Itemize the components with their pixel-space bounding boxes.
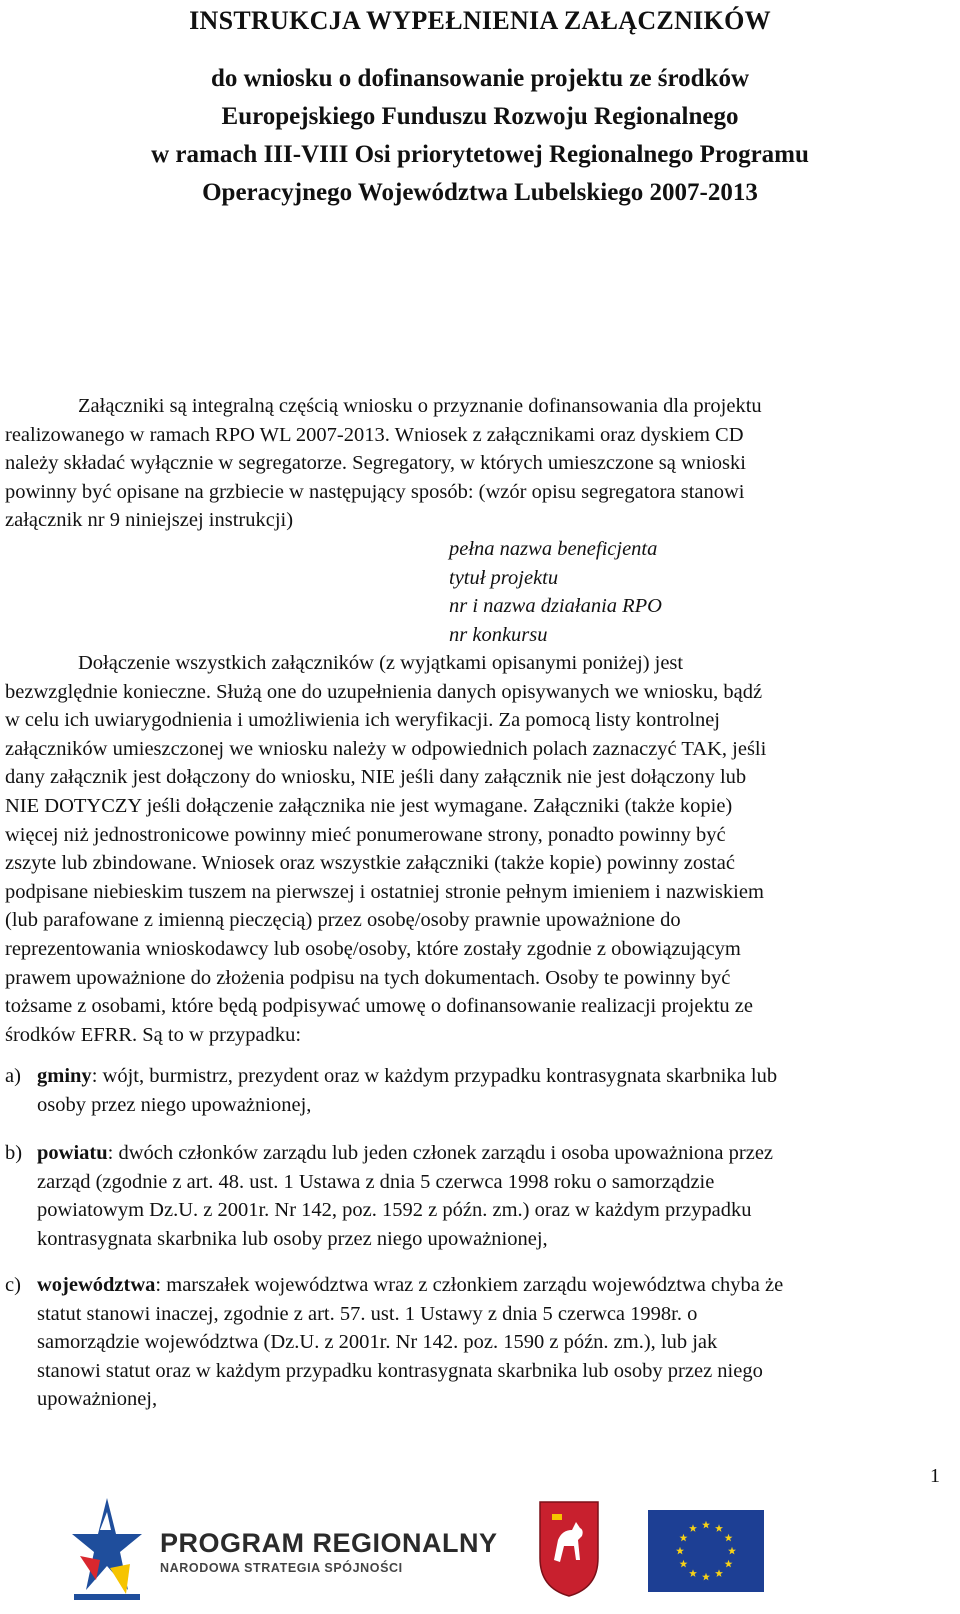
main-line: reprezentowania wnioskodawcy lub osobę/osoby, które zostały zgodnie z obowiązującym [5, 937, 741, 960]
case-term: gminy [37, 1065, 92, 1087]
case-text: stanowi statut oraz w każdym przypadku kontrasygnata skarbnika lub osoby przez niego [37, 1359, 763, 1382]
program-tagline: NARODOWA STRATEGIA SPÓJNOŚCI [160, 1561, 403, 1575]
binder-label-list [449, 535, 662, 649]
lubelskie-crest-icon [538, 1500, 600, 1598]
case-text: kontrasygnata skarbnika lub osoby przez niego upoważnionej, [37, 1227, 548, 1250]
case-text: : marszałek województwa wraz z członkiem zarządu województwa chyba że [155, 1274, 784, 1296]
case-marker: c) [5, 1274, 21, 1296]
intro-line: powinny być opisane na grzbiecie w następujący sposób: (wzór opisu segregatora stanowi [5, 480, 745, 503]
main-line: (lub parafowane z imienną pieczęcią) przez osobę/osoby prawnie upoważnione do [5, 909, 681, 932]
case-marker: a) [5, 1065, 21, 1087]
document-title: INSTRUKCJA WYPEŁNIENIA ZAŁĄCZNIKÓW [189, 6, 771, 35]
main-line: tożsame z osobami, które będą podpisywać umowę o dofinansowanie realizacji projektu ze [5, 995, 753, 1018]
main-line: zszyte lub zbindowane. Wniosek oraz wszystkie załączniki (także kopie) powinny zostać [5, 852, 735, 875]
main-line: dany załącznik jest dołączony do wniosku, NIE jeśli dany załącznik nie jest dołączony lub [5, 766, 747, 789]
main-line: podpisane niebieskim tuszem na pierwszej i ostatniej stronie pełnym imieniem i nazwiskiem [5, 880, 764, 903]
binder-label-item: nr i nazwa działania RPO [449, 595, 662, 618]
case-text: samorządzie województwa (Dz.U. z 2001r. Nr 142. poz. 1590 z późn. zm.), lub jak [37, 1331, 718, 1354]
subtitle-line-4: Operacyjnego Województwa Lubelskiego 2007-2013 [202, 179, 758, 206]
subtitle-line-3: w ramach III-VIII Osi priorytetowej Regionalnego Programu [151, 141, 809, 168]
main-line: NIE DOTYCZY jeśli dołączenie załącznika nie jest wymagane. Załączniki (także kopie) [5, 794, 733, 817]
case-text: powiatowym Dz.U. z 2001r. Nr 142, poz. 1592 z późn. zm.) oraz w każdym przypadku [37, 1199, 752, 1222]
footer-logos [0, 1490, 960, 1614]
intro-line: załącznik nr 9 niniejszej instrukcji) [5, 509, 294, 532]
main-line: w celu ich uwiarygodnienia i umożliwienia ich weryfikacji. Za pomocą listy kontrolnej [5, 709, 721, 732]
intro-line: realizowanego w ramach RPO WL 2007-2013. Wniosek z załącznikami oraz dyskiem CD [5, 423, 744, 446]
page-number: 1 [930, 1465, 940, 1487]
main-line: bezwzględnie konieczne. Służą one do uzupełnienia danych opisywanych we wniosku, bądź [5, 680, 763, 703]
intro-line: Załączniki są integralną częścią wniosku o przyznanie dofinansowania dla projektu [78, 395, 762, 417]
main-line: środków EFRR. Są to w przypadku: [5, 1023, 302, 1046]
subtitle-line-2: Europejskiego Funduszu Rozwoju Regionalnego [221, 103, 739, 130]
nss-star-logo-icon [70, 1494, 144, 1606]
case-text: : dwóch członków zarządu lub jeden członek zarządu i osoba upoważniona przez [107, 1142, 774, 1164]
binder-label-item: nr konkursu [449, 623, 548, 646]
binder-label-item: pełna nazwa beneficjenta [449, 538, 658, 560]
case-item-gminy [5, 1062, 945, 1119]
case-term: powiatu [37, 1142, 108, 1164]
case-text: statut stanowi inaczej, zgodnie z art. 57. ust. 1 Ustawy z dnia 5 czerwca 1998r. o [37, 1302, 698, 1325]
main-line: załączników umieszczonej we wniosku należy w odpowiednich polach zaznaczyć TAK, jeśli [5, 737, 767, 760]
main-line: Dołączenie wszystkich załączników (z wyjątkami opisanymi poniżej) jest [78, 652, 684, 674]
case-marker: b) [5, 1142, 23, 1164]
case-text: : wójt, burmistrz, prezydent oraz w każdym przypadku kontrasygnata skarbnika lub [91, 1065, 778, 1087]
binder-label-item: tytuł projektu [449, 566, 559, 589]
main-paragraph [5, 649, 945, 1049]
case-term: województwa [37, 1274, 156, 1296]
case-item-powiatu [5, 1139, 945, 1253]
case-item-wojewodztwa [5, 1271, 945, 1414]
case-text: zarząd (zgodnie z art. 48. ust. 1 Ustawa z dnia 5 czerwca 1998 roku o samorządzie [37, 1170, 715, 1193]
program-name: PROGRAM REGIONALNY [160, 1528, 498, 1558]
program-logo-text [160, 1528, 500, 1575]
main-line: więcej niż jednostronicowe powinny mieć ponumerowane strony, ponadto powinny być [5, 823, 726, 846]
subtitle-line-1: do wniosku o dofinansowanie projektu ze środków [210, 65, 750, 92]
main-line: prawem upoważnione do złożenia podpisu na tych dokumentach. Osoby te powinny być [5, 966, 731, 989]
case-text: osoby przez niego upoważnionej, [37, 1093, 312, 1116]
case-text: upoważnionej, [37, 1388, 158, 1411]
intro-line: należy składać wyłącznie w segregatorze. Segregatory, w których umieszczone są wnioski [5, 452, 746, 475]
eu-flag-icon [648, 1510, 764, 1592]
intro-paragraph [5, 392, 945, 535]
